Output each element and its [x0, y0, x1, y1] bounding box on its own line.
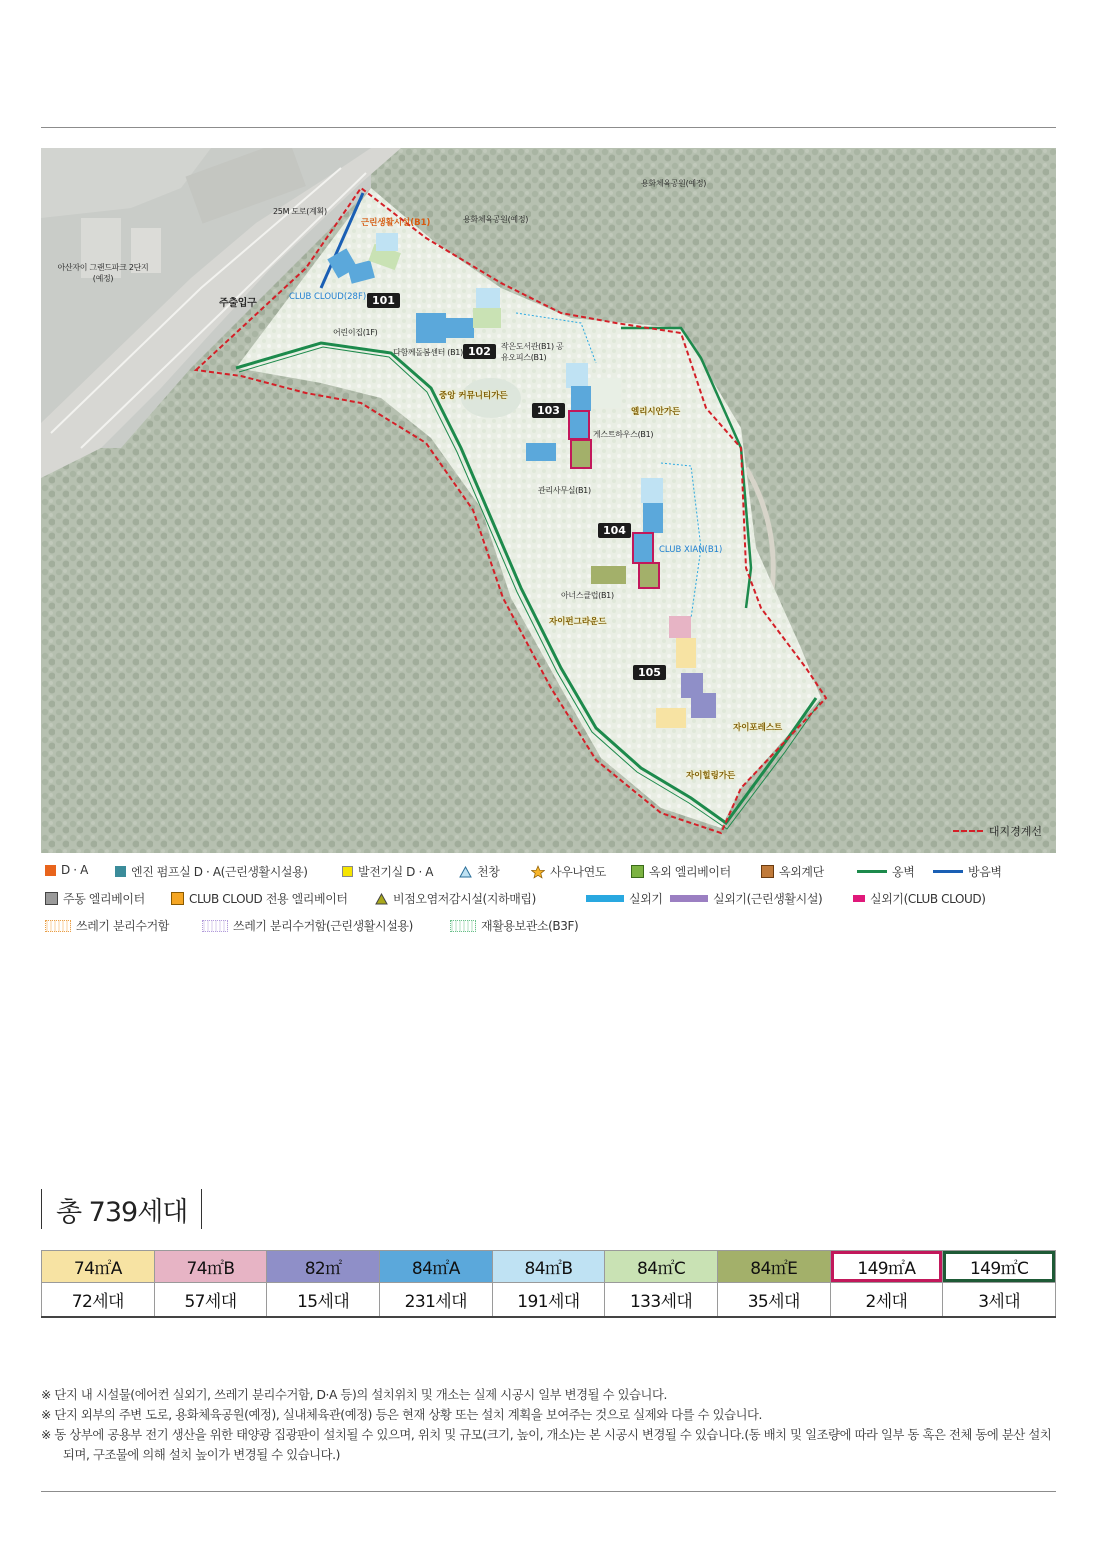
legend-item-da: D · A — [45, 863, 88, 877]
top-rule — [41, 127, 1056, 128]
legend-item-nonpoint-facility: 비점오염저감시설(지하매립) — [375, 890, 536, 907]
unit-count-cell: 15세대 — [267, 1283, 380, 1318]
legend-item-recycle-bin: 쓰레기 분리수거함 — [45, 917, 169, 934]
unit-type-cell: 82㎡ — [267, 1251, 380, 1283]
label-park-center: 용화체육공원(예정) — [463, 215, 529, 224]
unit-count-cell: 57세대 — [154, 1283, 267, 1318]
label-garden-elysian: 엘리시안가든 — [631, 407, 681, 417]
site-map-graphic — [41, 148, 1056, 853]
note-item: ※ 단지 내 시설물(에어컨 실외기, 쓰레기 분리수거함, D·A 등)의 설치위치 및 개소는 실제 시공시 일부 변경될 수 있습니다. — [41, 1388, 668, 1402]
label-park-north: 용화체육공원(예정) — [641, 179, 707, 188]
unit-count-cell: 191세대 — [492, 1283, 605, 1318]
label-garden-xi-walking: 자이힐링가든 — [686, 771, 736, 781]
legend-item-club-cloud-elevator: CLUB CLOUD 전용 엘리베이터 — [171, 890, 348, 907]
label-honors-club: 아너스클럽(B1) — [561, 591, 614, 600]
note-item: ※ 단지 외부의 주변 도로, 용화체육공원(예정), 실내체육관(예정) 등은 현재 상황 또는 설치 계획을 보여주는 것으로 실제와 다를 수 있습니다. — [41, 1408, 763, 1422]
bottom-rule — [41, 1491, 1056, 1492]
unit-count-cell: 2세대 — [830, 1283, 943, 1318]
legend-item-outdoor-unit-club-cloud: 실외기(CLUB CLOUD) — [853, 890, 986, 907]
unit-type-cell: 84㎡E — [717, 1251, 830, 1283]
building-badge-104: 104 — [598, 523, 631, 538]
legend-item-noise-wall: 방음벽 — [933, 863, 1002, 880]
unit-type-cell: 149㎡A — [830, 1251, 943, 1283]
legend-item-engine-pump-da: 엔진 펌프실 D · A(근린생활시설용) — [115, 863, 308, 880]
legend-item-skylight: 천창 — [459, 863, 499, 880]
unit-type-cell: 84㎡A — [379, 1251, 492, 1283]
label-management: 관리사무실(B1) — [538, 486, 591, 495]
main-elevator-icon — [45, 892, 58, 905]
unit-count-cell: 35세대 — [717, 1283, 830, 1318]
unit-count-cell: 3세대 — [943, 1283, 1056, 1318]
unit-type-table — [41, 1250, 1056, 1318]
generator-swatch-icon — [342, 866, 353, 877]
outdoor-unit-club-cloud-bar-icon — [853, 895, 865, 902]
legend-item-outdoor-unit-retail: 실외기(근린생활시설) — [670, 890, 822, 907]
unit-type-cell: 74㎡A — [42, 1251, 155, 1283]
unit-count-cell: 231세대 — [379, 1283, 492, 1318]
site-map — [41, 148, 1056, 853]
legend-item-recycling-storage: 재활용보관소(B3F) — [450, 917, 578, 934]
unit-count-cell: 133세대 — [605, 1283, 718, 1318]
label-road-25m: 25M 도로(계획) — [273, 207, 327, 216]
retaining-wall-line-icon — [857, 870, 887, 873]
legend-row-3 — [45, 917, 1055, 944]
legend-row-2 — [45, 890, 1055, 917]
legend-item-outdoor-unit: 실외기 — [586, 890, 663, 907]
legend-item-outdoor-stairs: 옥외계단 — [761, 863, 824, 880]
boundary-dash-icon — [953, 830, 983, 832]
recycle-bin-retail-hatch-icon — [202, 920, 228, 932]
legend-row-1 — [45, 863, 1055, 890]
label-retail: 근린생활시설(B1) — [361, 218, 431, 228]
skylight-triangle-icon — [459, 866, 472, 878]
outdoor-stairs-icon — [761, 865, 774, 878]
label-library: 작은도서관(B1) 공유오피스(B1) — [501, 342, 564, 362]
label-garden-xi-forest: 자이포레스트 — [733, 723, 783, 733]
unit-type-row — [42, 1251, 1056, 1283]
label-garden-xi-ground: 자이펀그라운드 — [549, 617, 607, 627]
label-main-entrance: 주출입구 — [219, 298, 257, 309]
total-units-text: 총 739세대 — [56, 1196, 188, 1228]
building-badge-105: 105 — [633, 665, 666, 680]
note-item: ※ 동 상부에 공용부 전기 생산을 위한 태양광 집광판이 설치될 수 있으며, 위치 및 규모(크기, 높이, 개소)는 본 시공시 변경될 수 있습니다.(동 배치 및 일조량에 따라 일부 동 혹은 전체 동에 분산 설치되며, 구조물에 의해 설치 높이가 변경될 수 있습니다.) — [41, 1428, 1052, 1462]
label-neighbor-complex: 아산자이 그랜드파크 2단지(예정) — [57, 263, 149, 283]
building-badge-102: 102 — [463, 344, 496, 359]
legend-item-recycle-bin-retail: 쓰레기 분리수거함(근린생활시설용) — [202, 917, 413, 934]
title-bar-right — [201, 1189, 202, 1229]
nonpoint-triangle-icon — [375, 893, 388, 905]
unit-type-cell: 84㎡C — [605, 1251, 718, 1283]
label-club-cloud: CLUB CLOUD(28F) — [289, 292, 367, 302]
building-badge-101: 101 — [367, 293, 400, 308]
map-legend — [45, 863, 1055, 944]
legend-item-sauna-flue: 사우나연도 — [531, 863, 606, 880]
outdoor-unit-retail-bar-icon — [670, 895, 708, 902]
legend-item-generator-da: 발전기실 D · A — [342, 863, 433, 880]
recycle-bin-hatch-icon — [45, 920, 71, 932]
unit-type-cell: 74㎡B — [154, 1251, 267, 1283]
outdoor-elevator-icon — [631, 865, 644, 878]
boundary-legend-label: 대지경계선 — [988, 825, 1042, 838]
label-family-center: 다함께돌봄센터 (B1) — [393, 348, 463, 357]
boundary-legend — [953, 823, 1042, 839]
unit-count-row — [42, 1283, 1056, 1318]
recycling-storage-hatch-icon — [450, 920, 476, 932]
outdoor-unit-bar-icon — [586, 895, 624, 902]
label-garden-community: 중앙 커뮤니티가든 — [439, 391, 508, 401]
noise-wall-line-icon — [933, 870, 963, 873]
pump-swatch-icon — [115, 866, 126, 877]
unit-type-cell: 84㎡B — [492, 1251, 605, 1283]
building-badge-103: 103 — [532, 403, 565, 418]
club-cloud-elevator-icon — [171, 892, 184, 905]
da-swatch-icon — [45, 865, 56, 876]
total-units-title — [41, 1186, 202, 1232]
unit-count-cell: 72세대 — [42, 1283, 155, 1318]
sauna-star-icon — [531, 865, 545, 879]
legend-item-main-elevator: 주동 엘리베이터 — [45, 890, 145, 907]
disclaimer-notes — [41, 1385, 1056, 1465]
legend-item-outdoor-elevator: 옥외 엘리베이터 — [631, 863, 731, 880]
label-daycare: 어린이집(1F) — [333, 328, 378, 337]
unit-type-cell: 149㎡C — [943, 1251, 1056, 1283]
label-club-xian: CLUB XIAN(B1) — [659, 545, 723, 555]
label-guesthouse: 게스트하우스(B1) — [593, 430, 654, 439]
legend-item-retaining-wall: 옹벽 — [857, 863, 914, 880]
